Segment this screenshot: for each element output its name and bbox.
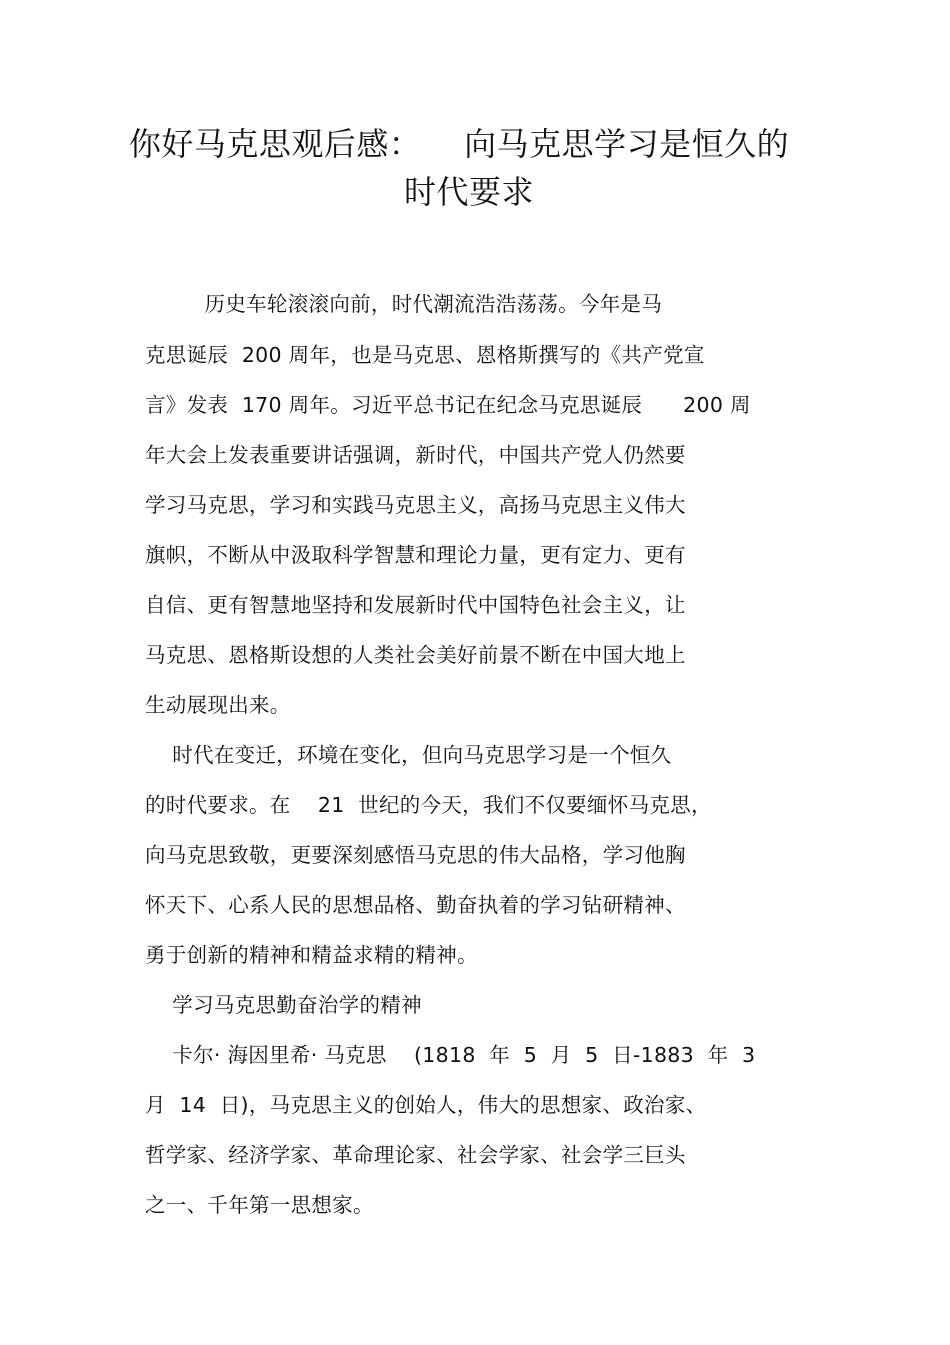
body-line-18: 哲学家、经济学家、革命理论家、社会学家、社会学三巨头: [145, 1143, 686, 1167]
body-line-12: 向马克思致敬，更要深刻感悟马克思的伟大品格，学习他胸: [145, 843, 686, 867]
body-line-9: 生动展现出来。: [145, 693, 291, 717]
body-line-8: 马克思、恩格斯设想的人类社会美好前景不断在中国大地上: [145, 643, 686, 667]
body-line-3: 言》发表 170 周年。习近平总书记在纪念马克思诞辰 200 周: [145, 393, 751, 417]
body-line-7: 自信、更有智慧地坚持和发展新时代中国特色社会主义，让: [145, 593, 686, 617]
document-title-line-2: 时代要求: [403, 173, 534, 211]
body-line-2: 克思诞辰 200 周年，也是马克思、恩格斯撰写的《共产党宣: [145, 343, 705, 367]
body-line-16: 卡尔· 海因里希· 马克思 (1818 年 5 月 5 日-1883 年 3: [145, 1043, 756, 1067]
body-line-15: 学习马克思勤奋治学的精神: [145, 993, 422, 1017]
body-line-19: 之一、千年第一思想家。: [145, 1193, 374, 1217]
body-line-4: 年大会上发表重要讲话强调，新时代，中国共产党人仍然要: [145, 443, 686, 467]
body-line-13: 怀天下、心系人民的思想品格、勤奋执着的学习钻研精神、: [145, 893, 686, 917]
document-title-line-1: 你好马克思观后感： 向马克思学习是恒久的: [128, 125, 790, 163]
body-line-17: 月 14 日)，马克思主义的创始人，伟大的思想家、政治家、: [145, 1093, 707, 1117]
body-line-10: 时代在变迁，环境在变化，但向马克思学习是一个恒久: [145, 743, 672, 767]
body-line-11: 的时代要求。在 21 世纪的今天，我们不仅要缅怀马克思，: [145, 793, 712, 817]
body-line-6: 旗帜，不断从中汲取科学智慧和理论力量，更有定力、更有: [145, 543, 686, 567]
body-line-14: 勇于创新的精神和精益求精的精神。: [145, 943, 478, 967]
body-line-1: 历史车轮滚滚向前，时代潮流浩浩荡荡。今年是马: [150, 292, 663, 316]
body-line-5: 学习马克思，学习和实践马克思主义，高扬马克思主义伟大: [145, 493, 686, 517]
